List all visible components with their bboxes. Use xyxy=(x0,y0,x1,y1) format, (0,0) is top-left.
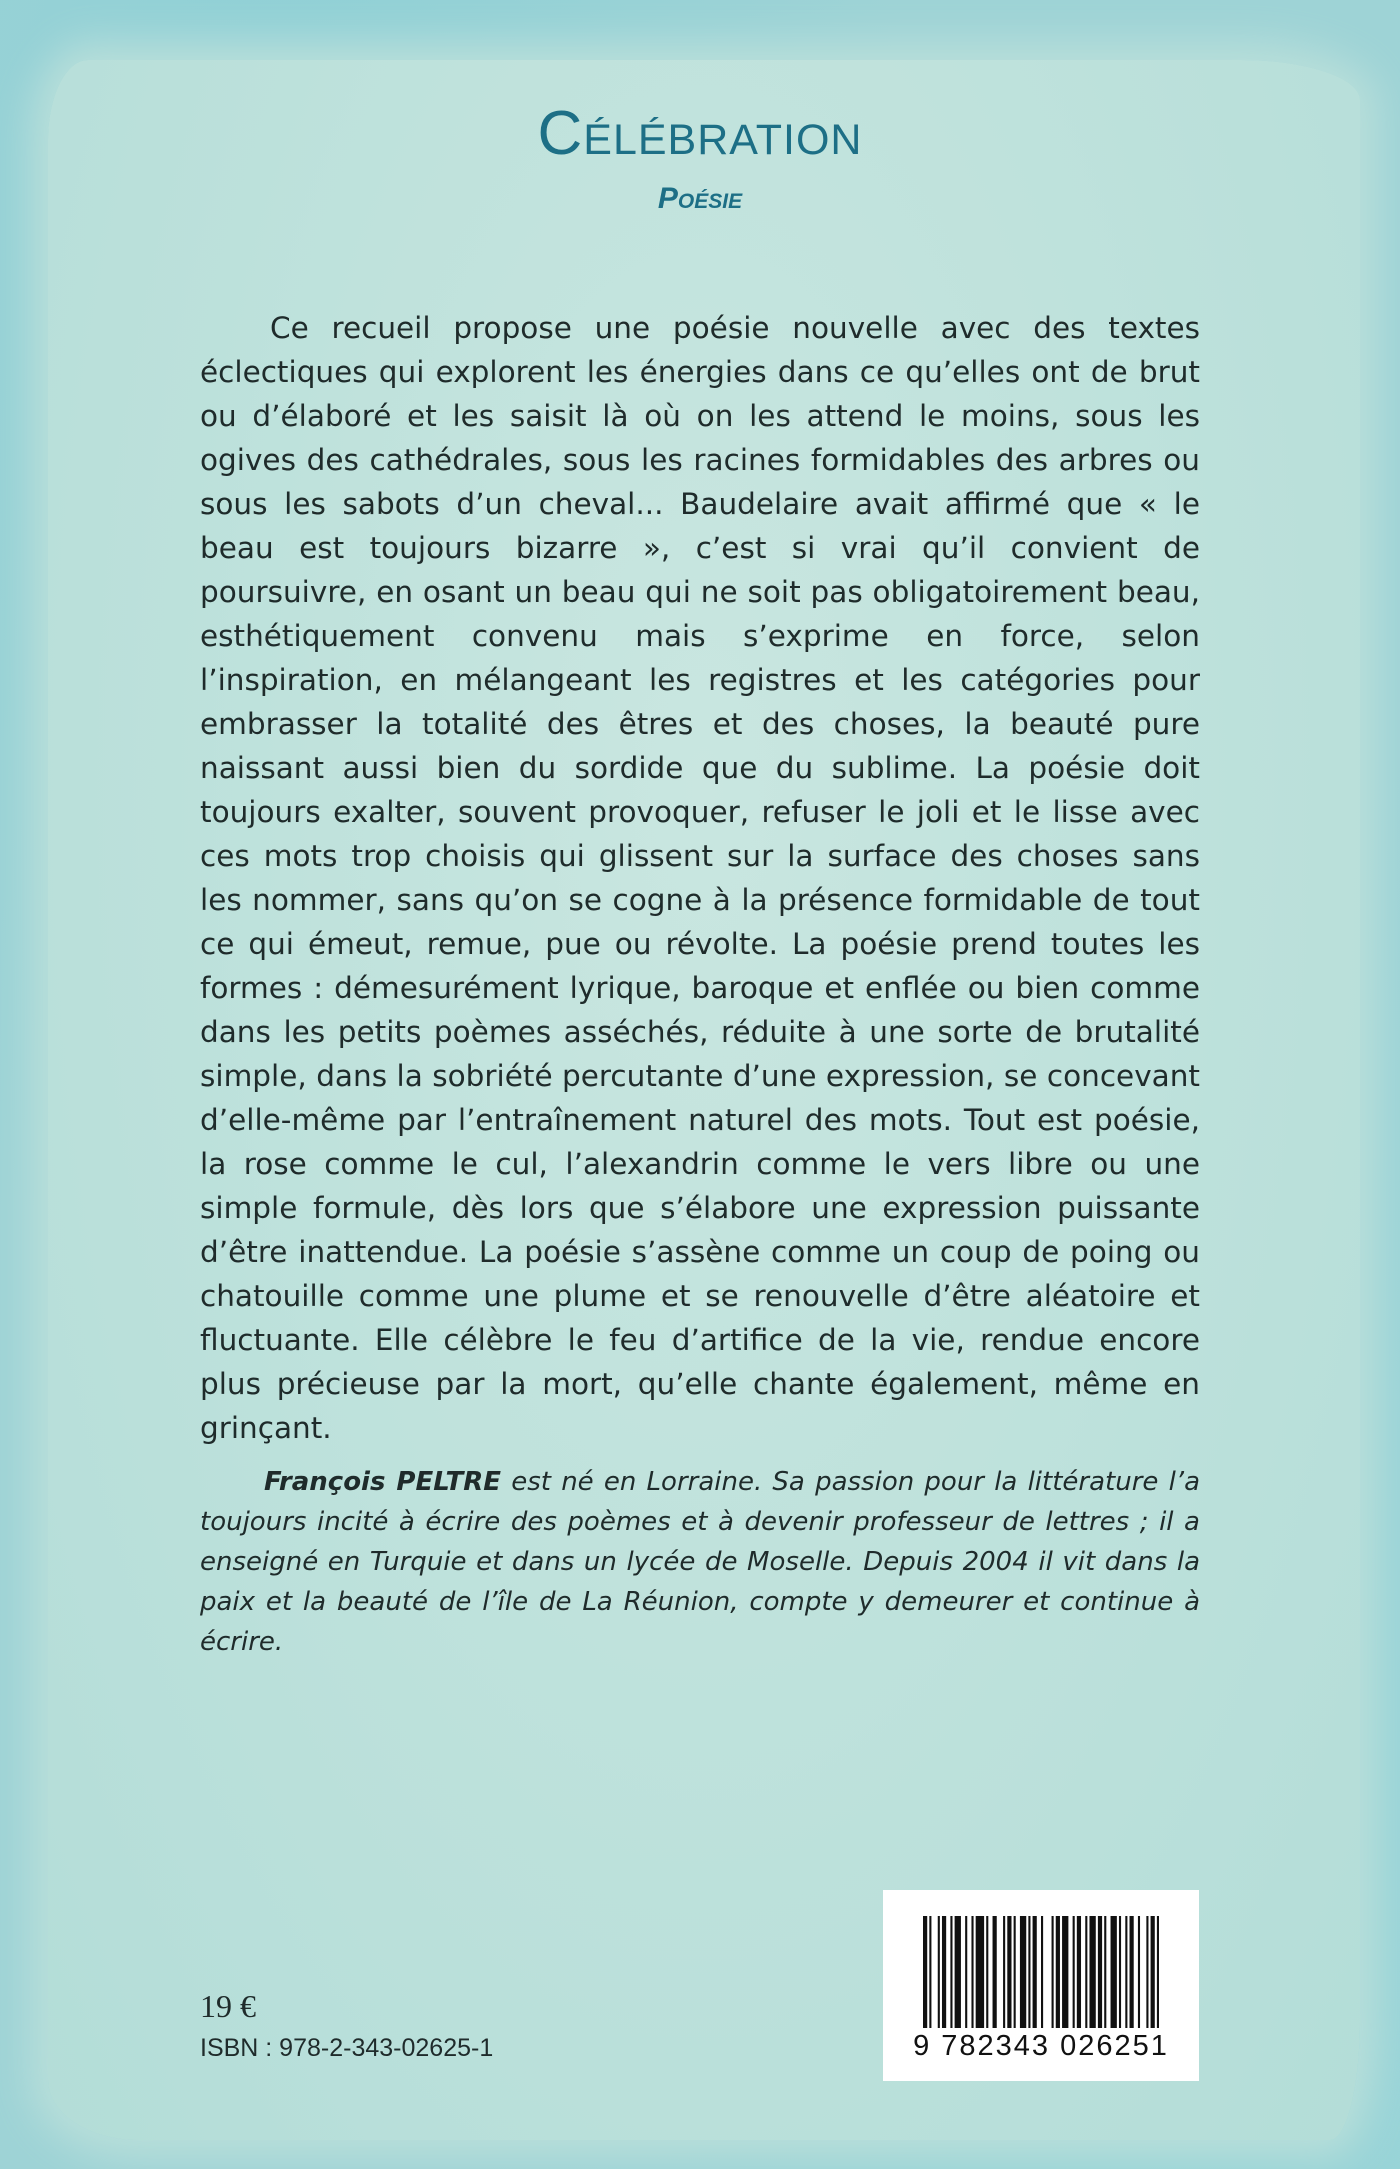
book-genre: Poésie xyxy=(657,182,743,215)
barcode-bar xyxy=(955,1916,961,2028)
barcode-bar xyxy=(993,1916,997,2028)
barcode-bar xyxy=(1085,1916,1087,2028)
barcode-bar xyxy=(1007,1916,1011,2028)
barcode-bar xyxy=(1111,1916,1117,2028)
author-name: François PELTRE xyxy=(264,1467,502,1497)
barcode-bar xyxy=(976,1916,984,2028)
barcode-bar xyxy=(1138,1916,1140,2028)
summary-text: Ce recueil propose une poésie nouvelle avec des textes éclectiques qui explorent les énergies dans ce qu’elles ont de brut ou d’élaboré et les saisit là où on les attend le moins, sous les ogives des cathédrales, sous les racines formidables des arbres ou sous les sabots d’un cheval... Baudelaire avait affirmé que « le beau est toujours bizarre », c’est si vrai qu’il convient de poursuivre, en osant un beau qui ne soit pas obligatoirement beau, esthétiquement convenu mais s’exprime en force, selon l’inspiration, en mélangeant les registres et les catégories pour embrasser la totalité des êtres et des choses, la beauté pure naissant aussi bien du sordide que du sublime. La poésie doit toujours exalter, souvent provoquer, refuser le joli et le lisse avec ces mots trop choisis qui glissent sur la surface des choses sans les nommer, sans qu’on se cogne à la présence formidable de tout ce qui émeut, remue, pue ou révolte. La poésie prend toutes les formes : démesurément lyrique, baroque et enflée ou bien comme dans les petits poèmes asséchés, réduite à une sorte de brutalité simple, dans la sobriété percutante d’une expression, se concevant d’elle-même par l’entraînement naturel des mots. Tout est poésie, la rose comme le cul, l’alexandrin comme le vers libre ou une simple formule, dès lors que s’élabore une expression puissante d’être inattendue. La poésie s’assène comme un coup de poing ou chatouille comme une plume et se renouvelle d’être aléatoire et fluctuante. Elle célèbre le feu d’artifice de la vie, rendue encore plus précieuse par la mort, qu’elle chante également, même en grinçant. xyxy=(200,311,1200,1445)
barcode-bar xyxy=(1125,1916,1127,2028)
barcode-bar xyxy=(971,1916,973,2028)
barcode-bar xyxy=(1089,1916,1095,2028)
barcode-bar xyxy=(1020,1916,1026,2028)
barcode-bar xyxy=(942,1916,946,2028)
barcode-bar xyxy=(1146,1916,1148,2028)
barcode-bar xyxy=(1056,1916,1060,2028)
isbn: ISBN : 978-2-343-02625-1 xyxy=(200,2034,494,2062)
barcode-bar xyxy=(1098,1916,1102,2028)
barcode-bars xyxy=(923,1916,1159,2028)
barcode-bar xyxy=(1014,1916,1016,2028)
barcode-bar xyxy=(1104,1916,1106,2028)
barcode-bar xyxy=(1052,1916,1054,2028)
barcode-bar xyxy=(1130,1916,1134,2028)
author-bio xyxy=(200,1462,1200,1662)
barcode-bar xyxy=(950,1916,952,2028)
barcode-bar xyxy=(1028,1916,1030,2028)
barcode-bar xyxy=(923,1916,927,2028)
author-bio-text: est né en Lorraine. Sa passion pour la littérature l’a toujours incité à écrire des poèmes et à devenir professeur de lettres ; il a enseigné en Turquie et dans un lycée de Moselle. Depuis 2004 il vit dans la paix et la beauté de l’île de La Réunion, compte y demeurer et continue à écrire. xyxy=(200,1467,1201,1657)
barcode-bar xyxy=(1077,1916,1081,2028)
barcode xyxy=(883,1890,1199,2081)
barcode-bar xyxy=(986,1916,988,2028)
barcode-bar xyxy=(965,1916,967,2028)
barcode-bar xyxy=(1041,1916,1043,2028)
barcode-bar xyxy=(1003,1916,1005,2028)
barcode-bar xyxy=(1151,1916,1155,2028)
barcode-bar xyxy=(1157,1916,1159,2028)
barcode-bar xyxy=(1073,1916,1075,2028)
book-title: Célébration xyxy=(537,99,863,168)
barcode-number: 9 782343 026251 xyxy=(913,2030,1169,2062)
barcode-bar xyxy=(938,1916,940,2028)
barcode-bar xyxy=(1062,1916,1068,2028)
barcode-bar xyxy=(1033,1916,1037,2028)
barcode-bar xyxy=(929,1916,931,2028)
price: 19 € xyxy=(200,1988,256,2024)
barcode-bar xyxy=(1119,1916,1121,2028)
